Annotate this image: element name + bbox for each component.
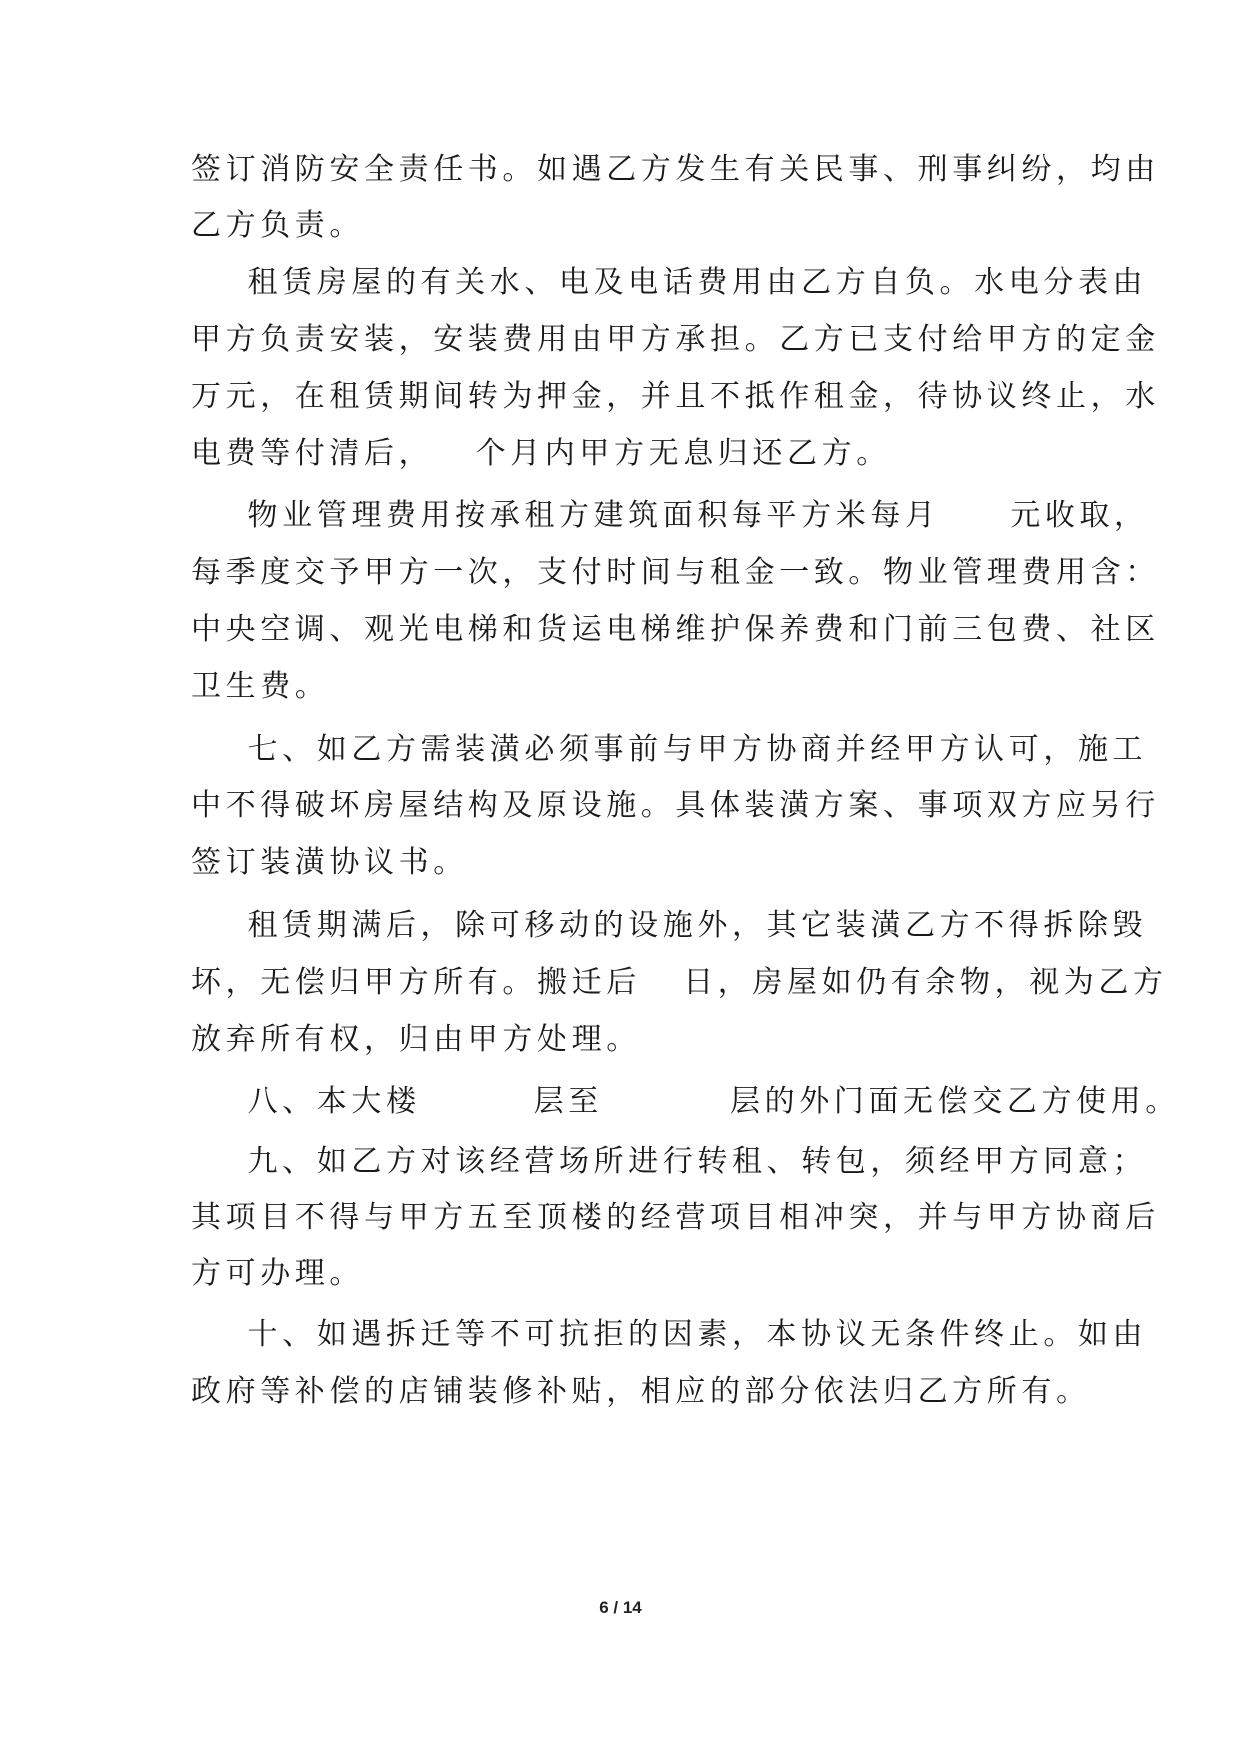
text-line: 九、如乙方对该经营场所进行转租、转包，须经甲方同意；	[191, 1144, 1148, 1179]
text-line: 甲方负责安装，安装费用由甲方承担。乙方已支付给甲方的定金	[191, 322, 1160, 357]
text-line: 电费等付清后， 个月内甲方无息归还乙方。	[191, 436, 891, 471]
text-line: 坏，无偿归甲方所有。搬迁后 日，房屋如仍有余物，视为乙方	[191, 965, 1168, 1000]
text-line: 每季度交予甲方一次，支付时间与租金一致。物业管理费用含：	[191, 555, 1160, 590]
text-line: 七、如乙方需装潢必须事前与甲方协商并经甲方认可，施工	[191, 732, 1148, 767]
text-line: 租赁房屋的有关水、电及电话费用由乙方自负。水电分表由	[191, 265, 1148, 300]
text-line: 中央空调、观光电梯和货运电梯维护保养费和门前三包费、社区	[191, 612, 1160, 647]
text-line: 中不得破坏房屋结构及原设施。具体装潢方案、事项双方应另行	[191, 788, 1160, 823]
text-line: 八、本大楼 层至 层的外门面无偿交乙方使用。	[191, 1084, 1180, 1119]
text-line: 方可办理。	[191, 1256, 364, 1291]
text-line: 租赁期满后，除可移动的设施外，其它装潢乙方不得拆除毁	[191, 908, 1148, 943]
text-line: 签订消防安全责任书。如遇乙方发生有关民事、刑事纠纷，均由	[191, 152, 1160, 187]
text-line: 十、如遇拆迁等不可抗拒的因素，本协议无条件终止。如由	[191, 1317, 1148, 1352]
text-line: 万元，在租赁期间转为押金，并且不抵作租金，待协议终止，水	[191, 379, 1160, 414]
page-number: 6 / 14	[599, 1598, 642, 1617]
text-line: 物业管理费用按承租方建筑面积每平方米每月 元收取，	[191, 498, 1149, 533]
text-line: 签订装潢协议书。	[191, 845, 468, 880]
text-line: 放弃所有权，归由甲方处理。	[191, 1022, 641, 1057]
text-line: 其项目不得与甲方五至顶楼的经营项目相冲突，并与甲方协商后	[191, 1200, 1160, 1235]
text-line: 政府等补偿的店铺装修补贴，相应的部分依法归乙方所有。	[191, 1374, 1091, 1409]
text-line: 乙方负责。	[191, 208, 364, 243]
text-line: 卫生费。	[191, 669, 330, 704]
